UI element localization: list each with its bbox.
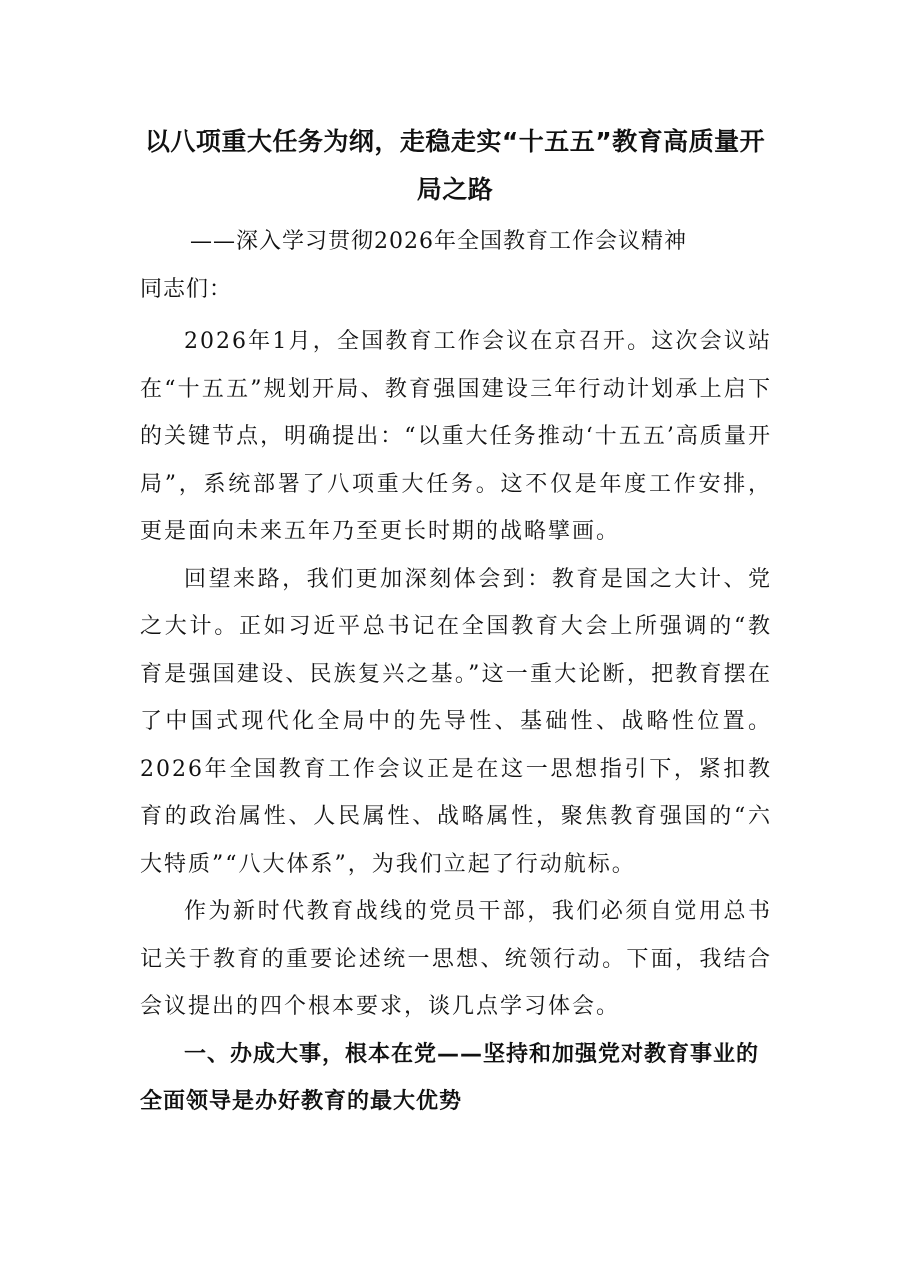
paragraph-2: 回望来路，我们更加深刻体会到：教育是国之大计、党之大计。正如习近平总书记在全国教育大会上所强调的“教育是强国建设、民族复兴之基。”这一重大论断，把教育摆在了中国式现代化全局中的先导性、基础性、战略性位置。2026年全国教育工作会议正是在这一思想指引下，紧扣教育的政治属性、人民属性、战略属性，聚焦教育强国的“六大特质”“八大体系”，为我们立起了行动航标。 bbox=[140, 566, 772, 877]
document-subtitle: ——深入学习贯彻2026年全国教育工作会议精神 bbox=[190, 229, 687, 254]
salutation: 同志们： bbox=[140, 277, 233, 302]
document-body bbox=[140, 318, 772, 1126]
document-title: 以八项重大任务为纲，走稳走实“十五五”教育高质量开局之路 bbox=[144, 127, 766, 204]
paragraph-1: 2026年1月，全国教育工作会议在京召开。这次会议站在“十五五”规划开局、教育强国建设三年行动计划承上启下的关键节点，明确提出：“以重大任务推动‘十五五’高质量开局”，系统部署了八项重大任务。这不仅是年度工作安排，更是面向未来五年乃至更长时期的战略擘画。 bbox=[140, 329, 772, 544]
section-heading-1: 一、办成大事，根本在党——坚持和加强党对教育事业的全面领导是办好教育的最大优势 bbox=[140, 1041, 760, 1114]
paragraph-3: 作为新时代教育战线的党员干部，我们必须自觉用总书记关于教育的重要论述统一思想、统领行动。下面，我结合会议提出的四个根本要求，谈几点学习体会。 bbox=[140, 899, 772, 1019]
